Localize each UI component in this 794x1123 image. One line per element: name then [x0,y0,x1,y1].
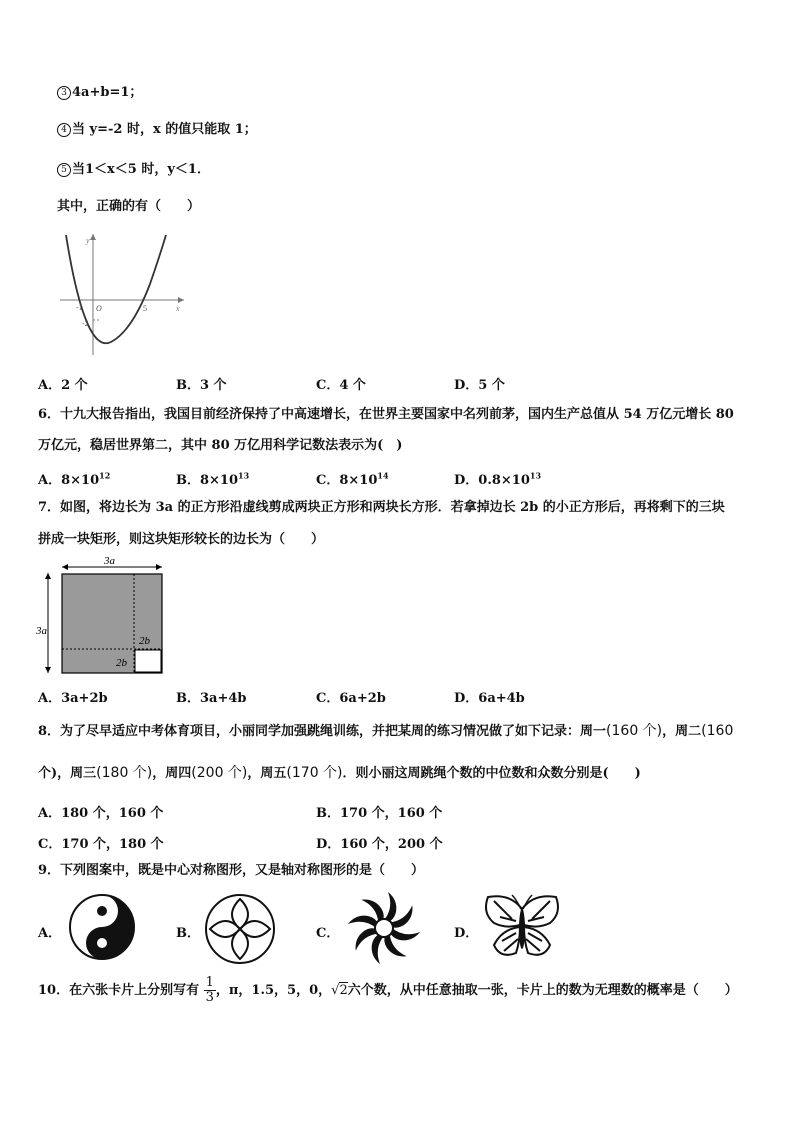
q6-option-c[interactable] [316,469,389,488]
q10-text-a: 10．在六张卡片上分别写有 [38,983,200,998]
y-label: y [86,236,90,245]
q8-tuesday-start: (160 [701,723,734,739]
x-label: x [176,304,180,313]
q8-option-c[interactable]: C．170 个，180 个 [38,837,164,852]
parabola-graph [60,232,190,357]
circled-number-4: 4 [57,123,71,137]
inner-bottom-label: 2b [116,657,127,669]
q6-option-a[interactable] [38,469,110,488]
top-label: 3a [104,555,115,567]
fraction-denominator: 3 [205,990,214,1005]
q8-line2 [38,766,641,780]
tick-neg1: -1 [76,303,83,312]
q5-option-a[interactable]: A．2 个 [38,378,88,393]
q8-l2-c: ，周五 [247,766,287,781]
q6-option-b-exp: 13 [238,470,250,481]
removed-small-square [135,650,161,672]
q10-text-c: 六个数，从中任意抽取一张，卡片上的数为无理数的概率是（ ） [347,983,738,998]
q8-option-b[interactable]: B．170 个，160 个 [316,806,443,821]
q8-l1-b: ，周二 [662,724,702,739]
q7-option-b[interactable]: B．3a+4b [176,691,247,706]
q8-l2-b: ，周四 [152,766,192,781]
q6-option-b[interactable] [176,469,249,488]
q7-option-c[interactable]: C．6a+2b [316,691,386,706]
question-5-prompt: 其中，正确的有（ ） [57,199,201,214]
q9-option-b[interactable]: B． [176,926,200,941]
q8-l2-a: ，周三 [57,766,97,781]
left-arrow-bottom [45,667,51,673]
q6-option-c-base: C．8×10 [316,473,378,488]
q8-l2-d: ．则小丽这周跳绳个数的中位数和众数分别是( ) [342,766,641,781]
q9-prompt: 9．下列图案中，既是中心对称图形，又是轴对称图形的是（ ） [38,863,425,878]
q6-line1: 6．十九大报告指出，我国目前经济保持了中高速增长，在世界主要国家中名列前茅，国内生产总值从 54 万亿元增长 80 [38,407,734,422]
q7-line2: 拼成一块矩形，则这块矩形较长的边长为（ ） [38,532,325,547]
four-petal-figure[interactable] [200,891,280,967]
inner-right-label: 2b [139,635,150,647]
tick-5: 5 [143,304,147,313]
q7-option-a[interactable]: A．3a+2b [38,691,108,706]
statement-4-text: 当 y=-2 时，x 的值只能取 1； [72,122,257,137]
butterfly-figure[interactable] [480,891,564,963]
q6-option-d[interactable] [454,469,541,488]
q8-l1-a: 8．为了尽早适应中考体育项目，小丽同学加强跳绳训练，并把某周的练习情况做了如下记录：周一 [38,724,607,739]
circled-number-5: 5 [57,163,71,177]
q9-option-c[interactable]: C． [316,926,340,941]
q6-line2: 万亿元，稳居世界第二，其中 80 万亿用科学记数法表示为( ) [38,438,403,453]
q8-monday: (160 个) [606,723,663,739]
statement-3-text: 4a+b=1； [72,85,143,100]
tick-neg2: -2 [82,319,89,328]
statement-5 [57,163,210,177]
q5-option-b[interactable]: B．3 个 [176,378,227,393]
q5-option-c[interactable]: C．4 个 [316,378,366,393]
origin-label: O [96,304,102,313]
circled-number-3: 3 [57,86,71,100]
q10-text-b: ，π，1.5，5，0， [215,983,332,998]
parabola-curve [66,235,166,343]
q8-line1 [38,724,733,738]
q5-option-d[interactable]: D．5 个 [454,378,505,393]
top-arrow-left [62,564,68,570]
square-figure [34,553,169,678]
y-axis-arrow [90,234,96,240]
sqrt-value: 2 [339,983,348,998]
q6-option-c-exp: 14 [377,470,389,481]
q7-option-d[interactable]: D．6a+4b [454,691,525,706]
q6-option-b-base: B．8×10 [176,473,239,488]
fraction-one-third [204,976,216,1005]
q6-option-a-exp: 12 [99,470,111,481]
left-arrow-top [45,573,51,579]
q9-option-d[interactable]: D． [454,926,479,941]
left-label: 3a [36,625,47,637]
x-axis-arrow [178,297,184,303]
q8-thursday: (200 个) [191,765,248,781]
top-arrow-right [156,564,162,570]
statement-5-text: 当1＜x＜5 时，y＜1． [72,162,210,177]
q6-option-d-base: D．0.8×10 [454,473,530,488]
q10-line [38,976,738,1006]
sqrt-icon: √ [331,983,340,998]
fraction-numerator: 1 [205,975,214,990]
statement-4 [57,123,257,137]
statement-3 [57,86,142,100]
q8-tuesday-end: 个) [38,766,58,781]
q6-option-d-exp: 13 [529,470,542,481]
q8-option-a[interactable]: A．180 个，160 个 [38,806,164,821]
yin-yang-figure[interactable] [66,891,138,963]
swirl-flower-figure[interactable] [340,886,428,970]
q8-option-d[interactable]: D．160 个，200 个 [316,837,443,852]
q8-friday: (170 个) [286,765,343,781]
q9-option-a[interactable]: A． [38,926,62,941]
q6-option-a-base: A．8×10 [38,473,100,488]
q8-wednesday: (180 个) [96,765,153,781]
q7-line1: 7．如图，将边长为 3a 的正方形沿虚线剪成两块正方形和两块长方形．若拿掉边长 2b 的小正方形后，再将剩下的三块 [38,500,725,515]
